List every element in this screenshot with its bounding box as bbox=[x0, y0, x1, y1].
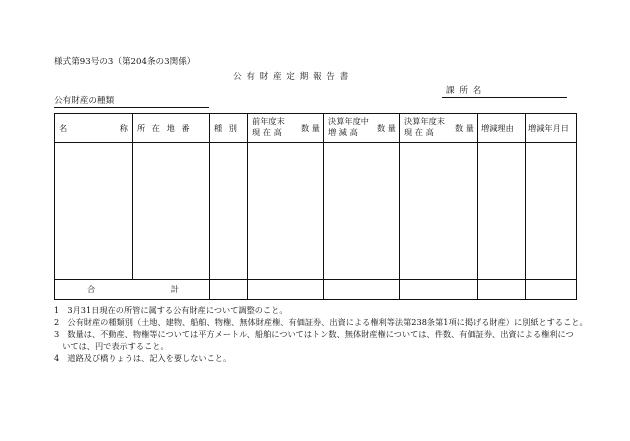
section-name-field bbox=[442, 87, 567, 97]
header-date: 増減年月日 bbox=[526, 114, 577, 143]
header-name: 名 称 bbox=[55, 114, 133, 143]
total-row bbox=[55, 280, 577, 300]
property-report-table bbox=[54, 113, 577, 300]
cell-date[interactable] bbox=[526, 143, 577, 280]
header-year-end: 決算年度末 現 在 高 数 量 bbox=[400, 114, 478, 143]
total-change[interactable] bbox=[324, 280, 400, 300]
section-name-label: 課 所 名 bbox=[446, 86, 483, 96]
property-type-label: 公有財産の種類 bbox=[54, 96, 115, 106]
cell-name[interactable] bbox=[55, 143, 133, 280]
note-item-1: 1 3月31日現在の所管に属する公有財産について調整のこと。 bbox=[54, 305, 288, 315]
total-date[interactable] bbox=[526, 280, 577, 300]
header-row bbox=[55, 114, 577, 143]
table-row bbox=[55, 143, 577, 280]
header-change: 決算年度中 増 減 高 数 量 bbox=[324, 114, 400, 143]
total-reason[interactable] bbox=[478, 280, 526, 300]
total-label-left: 合 bbox=[87, 284, 96, 294]
form-label: 様式第93号の3（第204条の3関係） bbox=[54, 57, 196, 67]
note-item-3-cont: いては、円で表示すること。 bbox=[54, 341, 169, 351]
cell-year-end[interactable] bbox=[400, 143, 478, 280]
total-year-end[interactable] bbox=[400, 280, 478, 300]
total-prev-year[interactable] bbox=[248, 280, 324, 300]
document-title: 公 有 財 産 定 期 報 告 書 bbox=[233, 72, 350, 82]
cell-change[interactable] bbox=[324, 143, 400, 280]
property-type-field bbox=[54, 97, 209, 107]
header-type: 種 別 bbox=[210, 114, 248, 143]
cell-type[interactable] bbox=[210, 143, 248, 280]
note-item-3: 3 数量は、不動産、物権等については平方メートル、船舶についてはトン数、無体財産権については、件数、有価証券、出資による権利につ bbox=[54, 329, 574, 339]
total-type[interactable] bbox=[210, 280, 248, 300]
total-label-cell bbox=[55, 280, 210, 300]
section-name-underline bbox=[442, 97, 567, 98]
header-location: 所 在 地 番 bbox=[133, 114, 210, 143]
note-item-2: 2 公有財産の種類別（土地、建物、船舶、物権、無体財産権、有価証券、出資による権利等法第238条第1項に掲げる財産）に別紙とすること。 bbox=[54, 317, 588, 327]
total-label-right: 計 bbox=[170, 284, 179, 294]
header-prev-year: 前年度末 現 在 高 数 量 bbox=[248, 114, 324, 143]
property-type-underline bbox=[54, 107, 209, 108]
cell-location[interactable] bbox=[133, 143, 210, 280]
cell-reason[interactable] bbox=[478, 143, 526, 280]
notes-section bbox=[54, 304, 594, 364]
header-reason: 増減理由 bbox=[478, 114, 526, 143]
cell-prev-year[interactable] bbox=[248, 143, 324, 280]
note-item-4: 4 道路及び橋りょうは、記入を要しないこと。 bbox=[54, 353, 232, 363]
